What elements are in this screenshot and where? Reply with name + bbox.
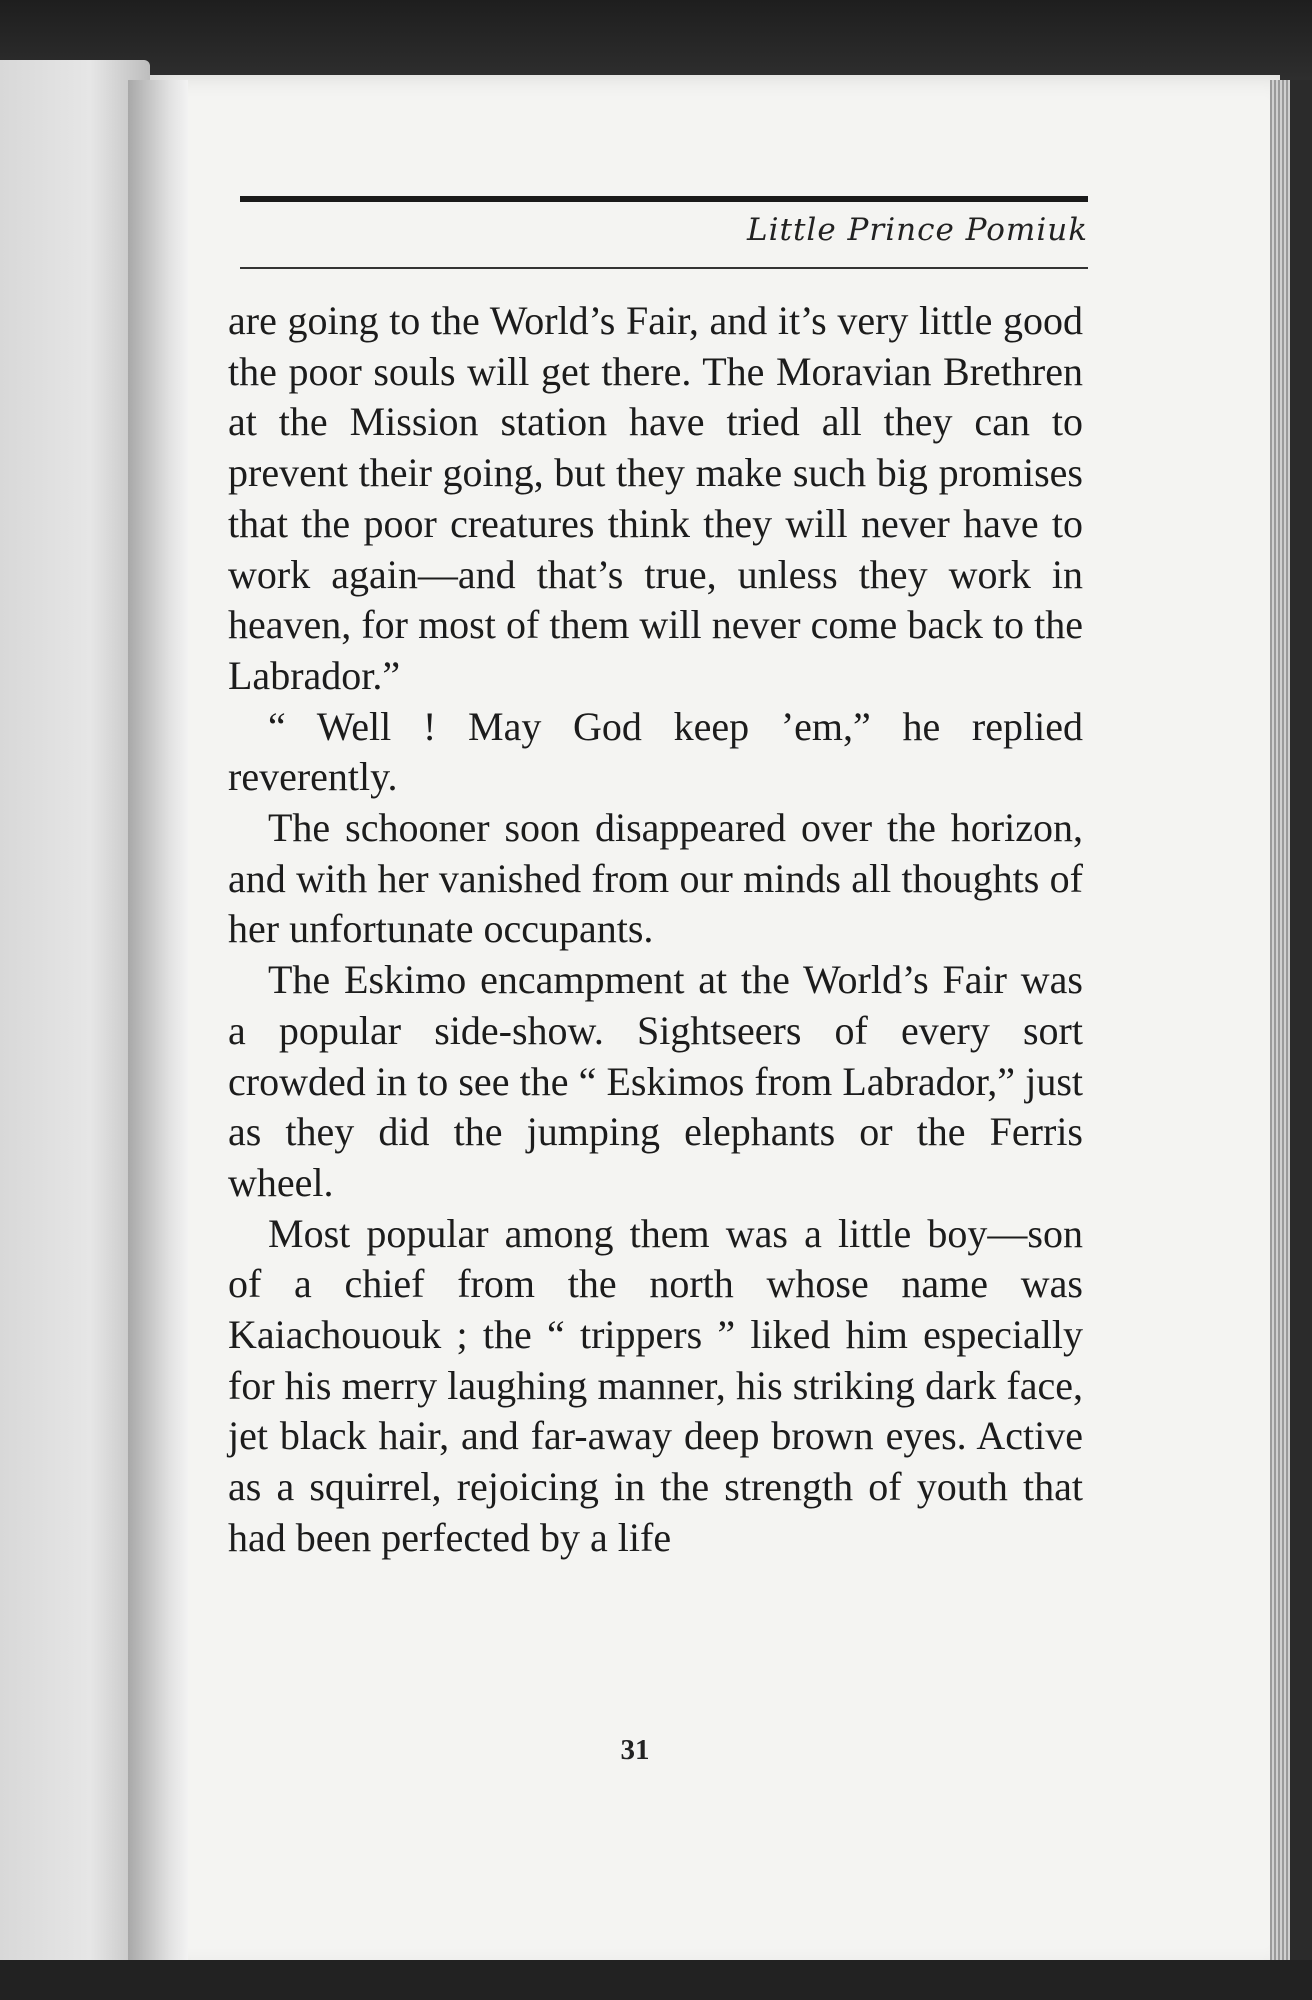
paragraph: The schooner soon disappeared over the horizon, and with her vanished from our minds all thoughts of her unfortunate occupants. <box>228 805 1083 952</box>
paragraph: The Eskimo encampment at the World’s Fair was a popular side-show. Sightseers of every sort crowded in to see the “ Eskimos from Labrador,” just as they did the jumping elephants or the Ferris wheel. <box>228 957 1083 1205</box>
paragraph: are going to the World’s Fair, and it’s very little good the poor souls will get there. The Moravian Brethren at the Mission station have tried all they can to prevent their going, but they make such big promises that the poor creatures think they will never have to work again—and that’s true, unless they work in heaven, for most of them will never come back to the Labrador.” <box>228 298 1083 698</box>
page-stack-edge <box>1270 80 1290 1970</box>
header-rule-thick <box>240 196 1088 202</box>
scan-background-bottom <box>0 1960 1312 2000</box>
paragraph: “ Well ! May God keep ’em,” he replied reverently. <box>228 703 1083 800</box>
body-text <box>228 296 1083 1564</box>
book-gutter <box>128 80 188 1960</box>
header-rule-thin <box>240 267 1088 269</box>
paragraph: Most popular among them was a little boy—son of a chief from the north whose name was Kaiachououk ; the “ trippers ” liked him especially for his merry laughing manner, his striking dark face, jet black hair, and far-away deep brown eyes. Active as a squirrel, rejoicing in the strength of youth that had been perfected by a life <box>228 1210 1083 1560</box>
scan-background-top <box>0 0 1312 80</box>
running-head: Little Prince Pomiuk <box>747 212 1088 248</box>
page-number: 31 <box>620 1734 650 1766</box>
